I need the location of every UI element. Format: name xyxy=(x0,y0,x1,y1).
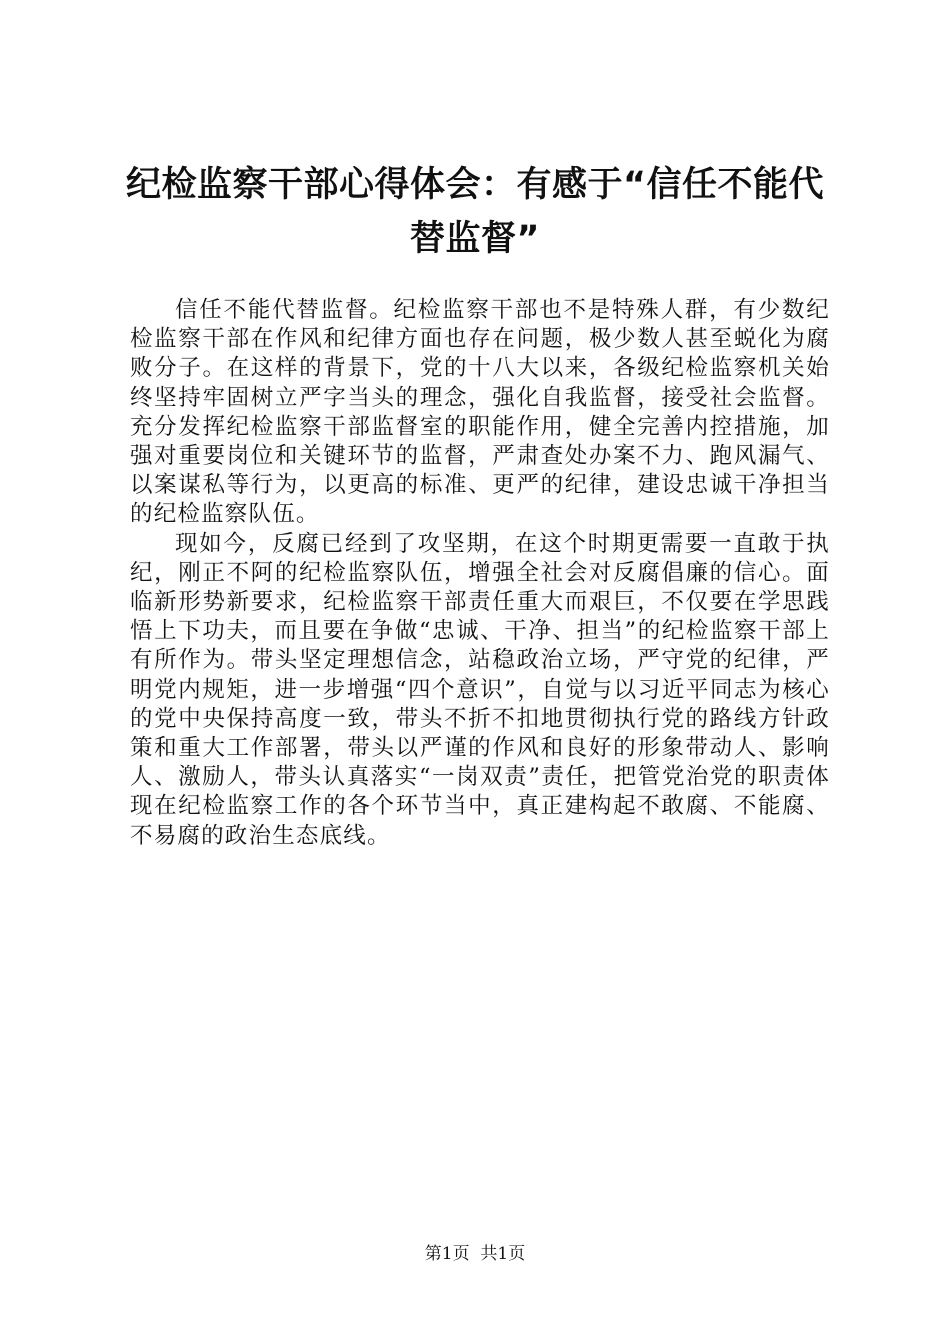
paragraph: 现如今，反腐已经到了攻坚期，在这个时期更需要一直敢于执纪，刚正不阿的纪检监察队伍，增强全社会对反腐倡廉的信心。面临新形势新要求，纪检监察干部责任重大而艰巨，不仅要在学思践悟上下功夫，而且要在争做“忠诚、干净、担当”的纪检监察干部上有所作为。带头坚定理想信念，站稳政治立场，严守党的纪律，严明党内规矩，进一步增强“四个意识”，自觉与以习近平同志为核心的党中央保持高度一致，带头不折不扣地贯彻执行党的路线方针政策和重大工作部署，带头以严谨的作风和良好的形象带动人、影响人、激励人，带头认真落实“一岗双责”责任，把管党治党的职责体现在纪检监察工作的各个环节当中，真正建构起不敢腐、不能腐、不易腐的政治生态底线。 xyxy=(130,530,830,849)
document-body xyxy=(130,296,830,851)
paragraph: 信任不能代替监督。纪检监察干部也不是特殊人群，有少数纪检监察干部在作风和纪律方面也存在问题，极少数人甚至蜕化为腐败分子。在这样的背景下，党的十八大以来，各级纪检监察机关始终坚持牢固树立严字当头的理念，强化自我监督，接受社会监督。充分发挥纪检监察干部监督室的职能作用，健全完善内控措施，加强对重要岗位和关键环节的监督，严肃查处办案不力、跑风漏气、以案谋私等行为，以更高的标准、更严的纪律，建设忠诚干净担当的纪检监察队伍。 xyxy=(130,297,830,528)
footer-separator xyxy=(470,1244,481,1264)
page-number: 第1页 xyxy=(424,1244,470,1264)
document-title: 纪检监察干部心得体会：有感于“信任不能代替监督” xyxy=(125,165,824,259)
page-total: 共1页 xyxy=(480,1244,526,1264)
page-footer xyxy=(0,1243,950,1265)
